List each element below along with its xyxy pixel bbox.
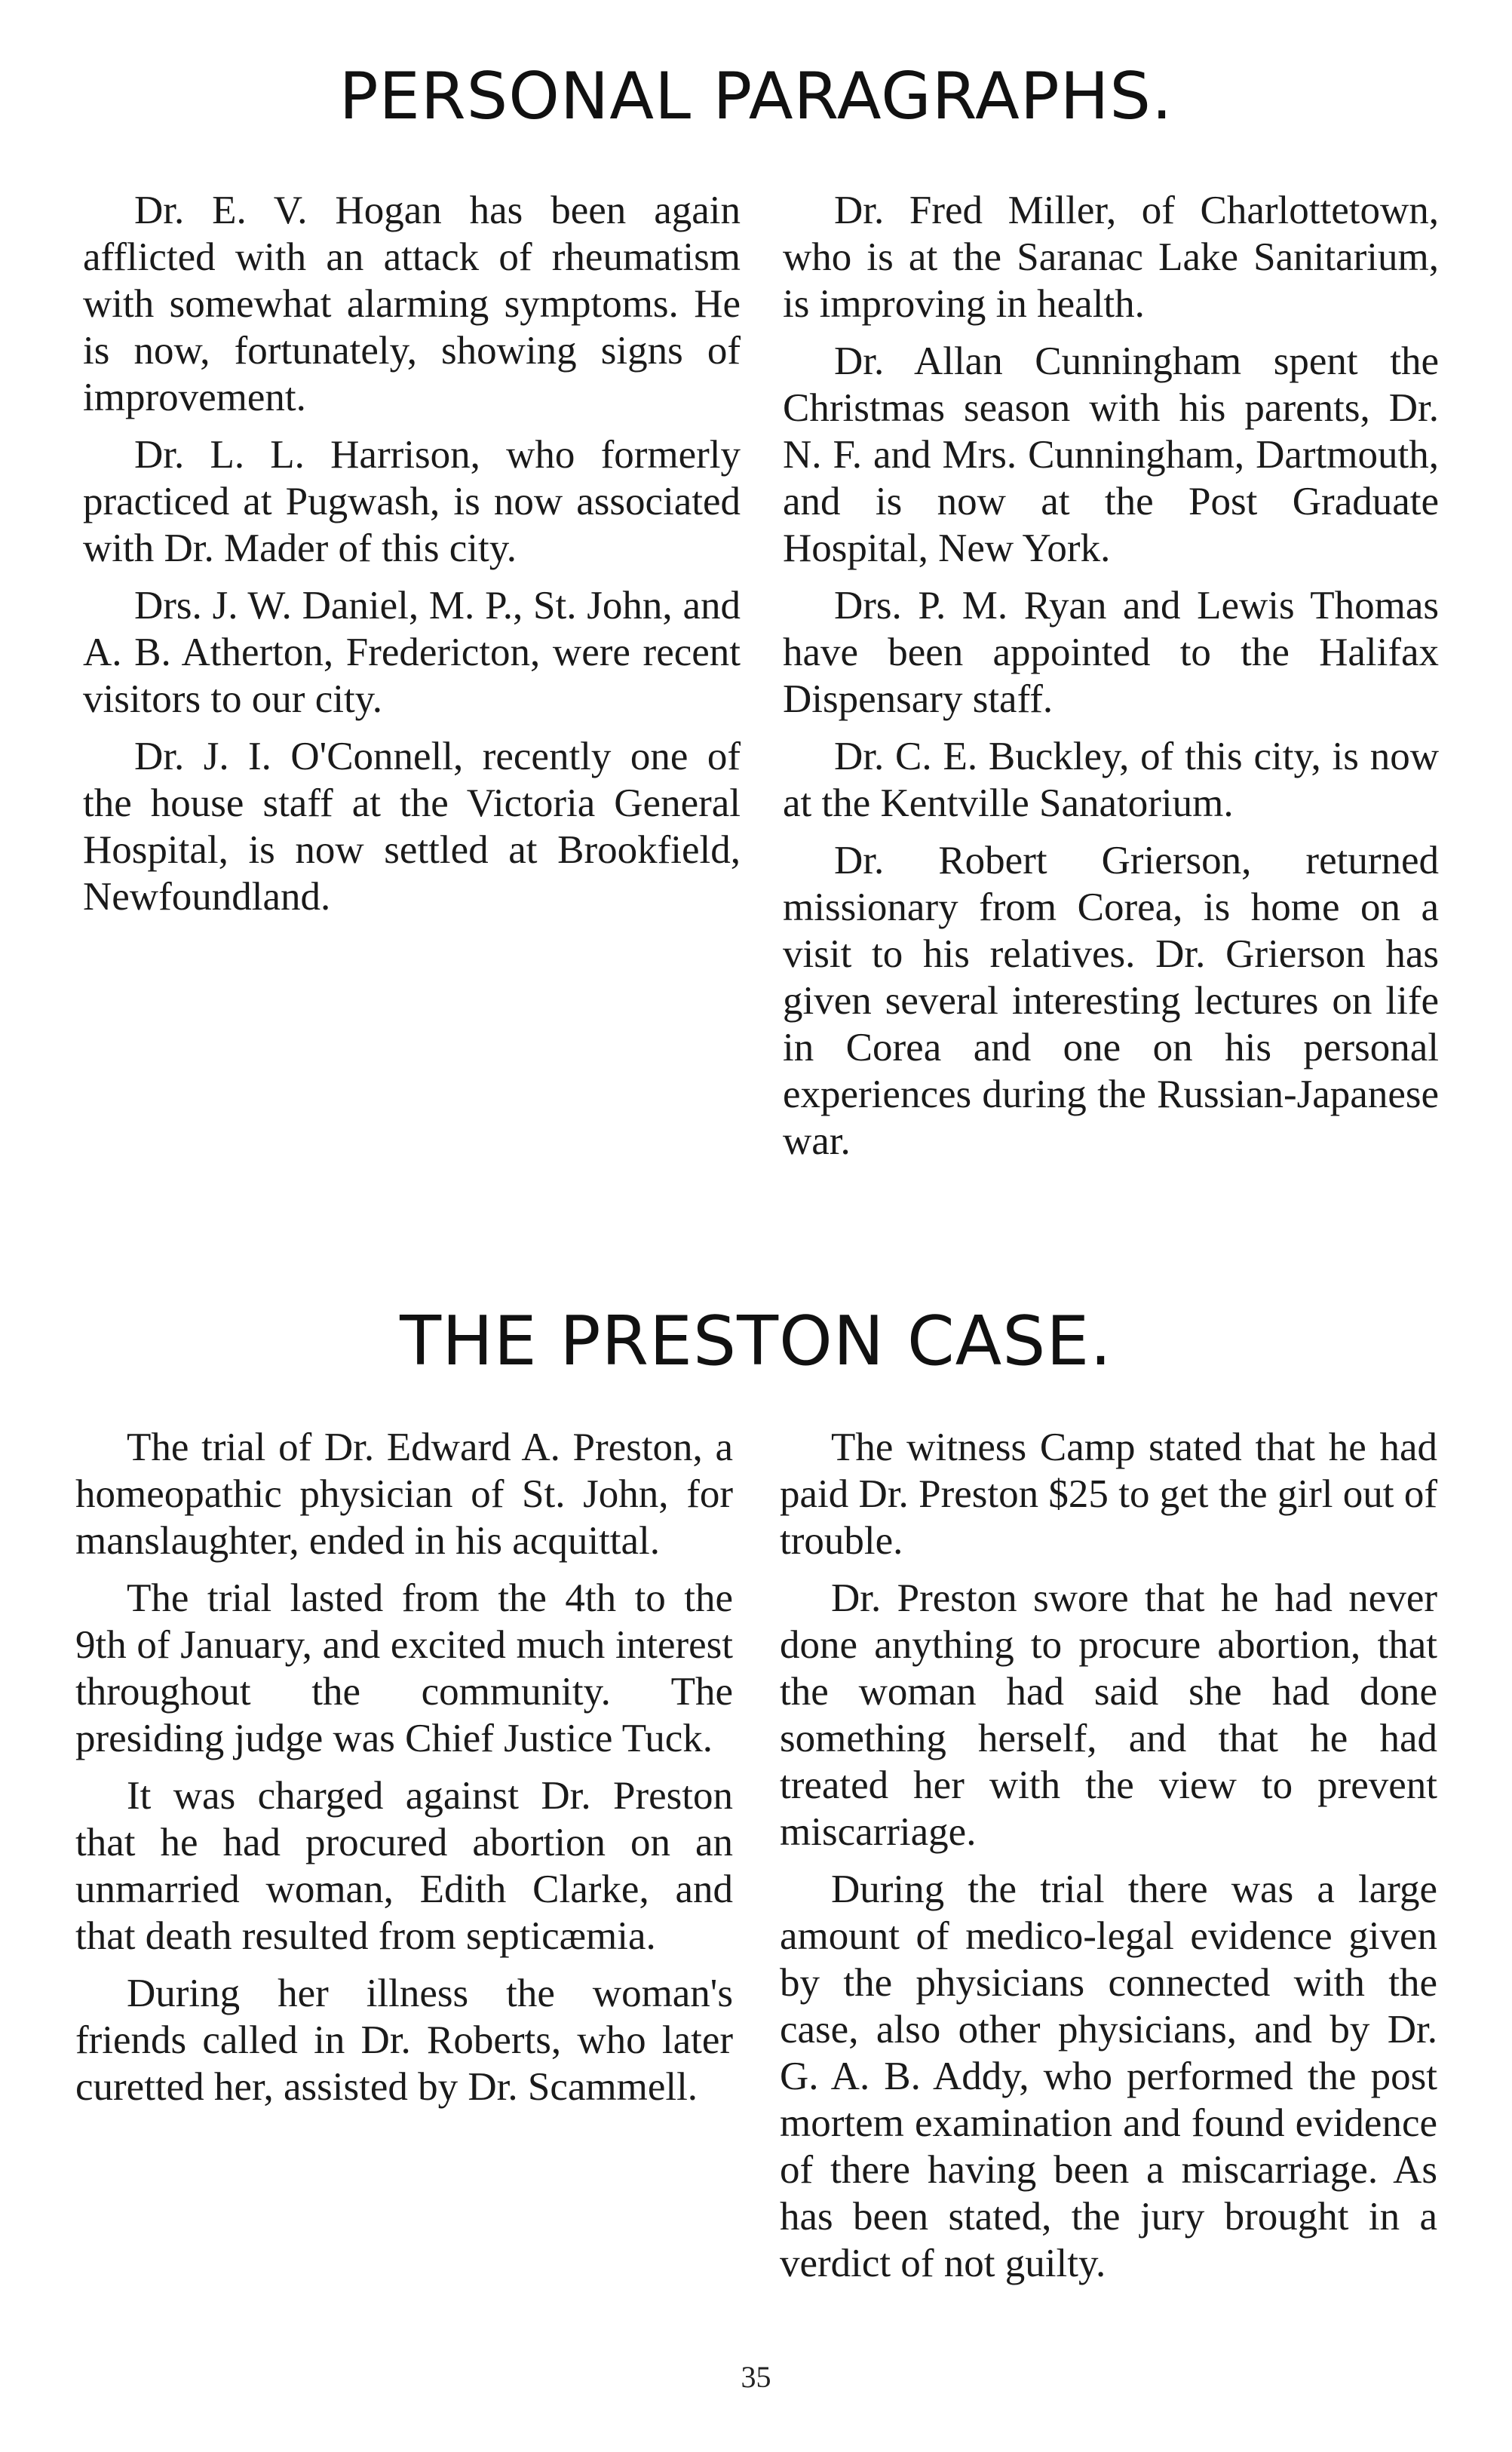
- paragraph: During the trial there was a large amount of medico-legal evidence given by the physicians connected with the case, also other physicians, and by Dr. G. A. B. Addy, who performed the post mortem examination and found evidence of there having been a miscarriage. As has been stated, the jury brought in a verdict of not guilty.: [780, 1867, 1437, 2285]
- paragraph: During her illness the woman's friends called in Dr. Roberts, who later curetted her, assisted by Dr. Scammell.: [75, 1972, 733, 2109]
- paragraph: Drs. P. M. Ryan and Lewis Thomas have been appointed to the Halifax Dispensary staff.: [783, 584, 1439, 721]
- section-title-personal-paragraphs: PERSONAL PARAGRAPHS.: [339, 59, 1173, 134]
- paragraph: Dr. Robert Grierson, returned missionary from Corea, is home on a visit to his relatives. Dr. Grierson has given several interesting lectures on life in Corea and one on his personal experiences during the Russian-Japanese war.: [783, 839, 1439, 1163]
- paragraph: Dr. Allan Cunningham spent the Christmas season with his parents, Dr. N. F. and Mrs. Cunningham, Dartmouth, and is now at the Post Graduate Hospital, New York.: [783, 339, 1439, 570]
- paragraph: Dr. J. I. O'Connell, recently one of the house staff at the Victoria General Hospital, is now settled at Brookfield, Newfoundland.: [83, 735, 741, 919]
- preston-case-right-column: [780, 1424, 1437, 2297]
- personal-paragraphs-right-column: [783, 187, 1439, 1175]
- preston-case-left-column: [75, 1424, 733, 2121]
- paragraph: Dr. E. V. Hogan has been again afflicted with an attack of rheumatism with somewhat alarming symptoms. He is now, fortunately, showing signs of improvement.: [83, 189, 741, 419]
- paragraph: The trial lasted from the 4th to the 9th of January, and excited much interest throughout the community. The presiding judge was Chief Justice Tuck.: [75, 1576, 733, 1760]
- personal-paragraphs-left-column: [83, 187, 741, 931]
- paragraph: Dr. Fred Miller, of Charlottetown, who is at the Saranac Lake Sanitarium, is improving in health.: [783, 189, 1439, 326]
- paragraph: Drs. J. W. Daniel, M. P., St. John, and A. B. Atherton, Fredericton, were recent visitors to our city.: [83, 584, 741, 721]
- paragraph: It was charged against Dr. Preston that he had procured abortion on an unmarried woman, Edith Clarke, and that death resulted from septicæmia.: [75, 1774, 733, 1958]
- paragraph: Dr. C. E. Buckley, of this city, is now at the Kentville Sanatorium.: [783, 735, 1439, 825]
- paragraph: Dr. L. L. Harrison, who formerly practiced at Pugwash, is now associated with Dr. Mader of this city.: [83, 433, 741, 570]
- section-title-preston-case: THE PRESTON CASE.: [400, 1302, 1112, 1381]
- paragraph: The witness Camp stated that he had paid Dr. Preston $25 to get the girl out of trouble.: [780, 1425, 1437, 1563]
- page-number: 35: [741, 2360, 771, 2394]
- paragraph: The trial of Dr. Edward A. Preston, a homeopathic physician of St. John, for manslaughter, ended in his acquittal.: [75, 1425, 733, 1563]
- paragraph: Dr. Preston swore that he had never done anything to procure abortion, that the woman had said she had done something herself, and that he had treated her with the view to prevent miscarriage.: [780, 1576, 1437, 1854]
